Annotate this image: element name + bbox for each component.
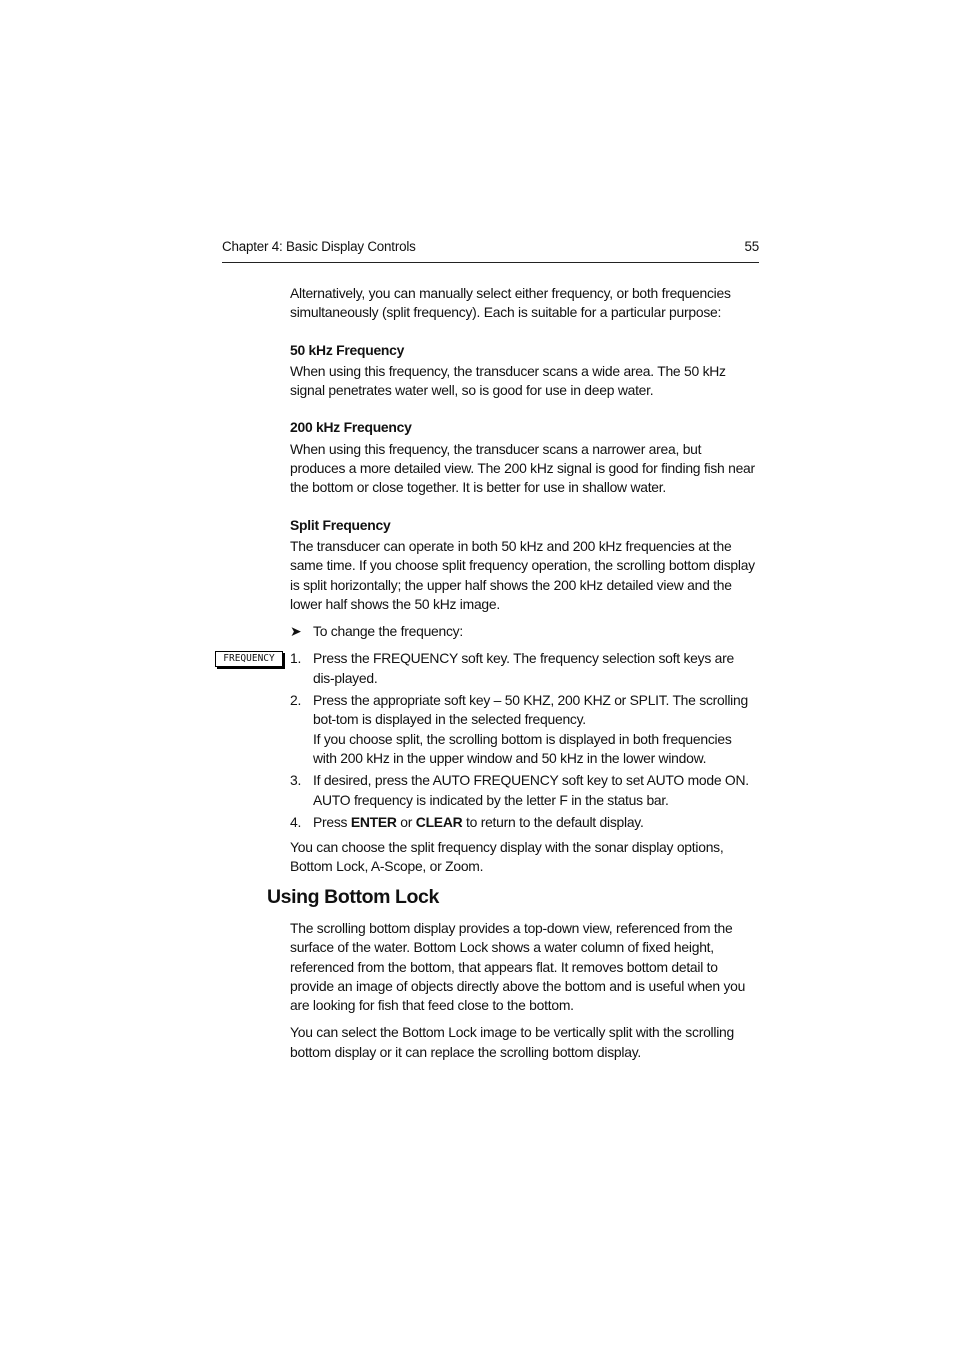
procedure-intro [290, 622, 758, 641]
step-number: 4. [290, 813, 302, 830]
section-heading-50khz: 50 kHz Frequency [290, 341, 405, 358]
step-text: If desired, press the AUTO FREQUENCY soft key to set AUTO mode ON. AUTO frequency is indicated by the letter F in the status bar. [313, 772, 749, 808]
step-3 [290, 771, 758, 810]
section-body-50khz: When using this frequency, the transducer scans a wide area. The 50 kHz signal penetrates water well, so is good for use in deep water. [290, 362, 726, 399]
step-text: Press the FREQUENCY soft key. The frequency selection soft keys are dis-played. [313, 650, 734, 686]
step-text-continued: If you choose split, the scrolling bottom is displayed in both frequencies with 200 kHz in the upper window and 50 kHz in the lower window. [313, 730, 732, 766]
step-text: Press the appropriate soft key – 50 KHZ, 200 KHZ or SPLIT. The scrolling bot-tom is displayed in the selected frequency. [313, 692, 748, 728]
bottom-lock-content [290, 919, 758, 1062]
step-number: 1. [290, 650, 302, 667]
step-text: Press [313, 813, 351, 830]
step-number: 2. [290, 692, 302, 709]
after-steps-paragraph: You can choose the split frequency display with the sonar display options, Bottom Lock, A-Scope, or Zoom. [290, 839, 724, 875]
section-heading-bottom-lock: Using Bottom Lock [267, 886, 439, 908]
step-2 [290, 691, 758, 768]
procedure-intro-text: To change the frequency: [313, 623, 463, 640]
step-text: or [396, 813, 416, 830]
section-body-split: The transducer can operate in both 50 kHz and 200 kHz frequencies at the same time. If you choose split frequency operation, the scrolling bottom display is split horizontally; the upper half shows the 200 kHz detailed view and the lower half shows the 50 kHz image. [290, 537, 755, 612]
procedure-steps [290, 649, 758, 832]
arrow-icon: ➤ [290, 623, 302, 640]
main-content [290, 284, 758, 877]
section-body-200khz: When using this frequency, the transducer scans a narrower area, but produces a more detailed view. The 200 kHz signal is good for finding fish near the bottom or close together. It is better for use in shallow water. [290, 440, 755, 496]
page-number: 55 [744, 239, 759, 254]
bottom-lock-paragraph-2: You can select the Bottom Lock image to be vertically split with the scrolling bottom display or it can replace the scrolling bottom display. [290, 1024, 735, 1060]
clear-key-label: CLEAR [415, 813, 463, 830]
intro-paragraph: Alternatively, you can manually select either frequency, or both frequencies simultaneously (split frequency). Each is suitable for a particular purpose: [290, 285, 731, 321]
chapter-title: Chapter 4: Basic Display Controls [222, 239, 416, 254]
frequency-softkey-icon: FREQUENCY [215, 651, 283, 667]
step-text: to return to the default display. [462, 813, 644, 830]
step-1 [290, 649, 758, 688]
step-number: 3. [290, 772, 302, 789]
section-heading-200khz: 200 kHz Frequency [290, 419, 412, 436]
enter-key-label: ENTER [350, 813, 397, 830]
section-heading-split: Split Frequency [290, 516, 391, 533]
step-4 [290, 813, 758, 832]
page-header [222, 238, 759, 263]
bottom-lock-paragraph-1: The scrolling bottom display provides a top-down view, referenced from the surface of the water. Bottom Lock shows a water column of fixed height, referenced from the bottom, that appears flat. It removes bottom detail to provide an image of objects directly above the bottom and is useful when you are looking for fish that feed close to the bottom. [290, 920, 746, 1014]
